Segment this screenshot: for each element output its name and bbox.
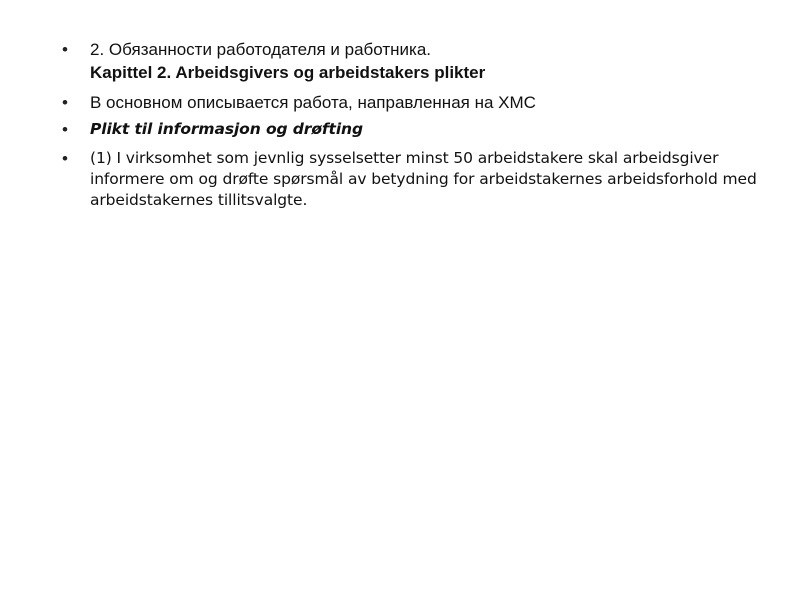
bullet-text-norwegian-title: Kapittel 2. Arbeidsgivers og arbeidstakers plikter	[90, 63, 486, 82]
bullet-item-paragraph	[62, 148, 772, 211]
bullet-item-description	[62, 91, 772, 114]
bullet-icon: •	[62, 93, 68, 112]
bullet-item-duties	[62, 38, 772, 84]
bullet-icon: •	[62, 149, 68, 168]
bullet-text-heading: Plikt til informasjon og drøfting	[90, 120, 363, 138]
bullet-icon: •	[62, 40, 68, 59]
bullet-text-paragraph: (1) I virksomhet som jevnlig sysselsetter minst 50 arbeidstakere skal arbeidsgiver informere om og drøfte spørsmål av betydning for arbeidstakernes arbeidsforhold med arbeidstakernes tillitsvalgte.	[90, 149, 757, 209]
bullet-list	[62, 38, 772, 211]
bullet-text-russian-title: 2. Обязанности работодателя и работника.	[90, 40, 432, 59]
bullet-text-description: В основном описывается работа, направленная на ХМС	[90, 93, 536, 112]
bullet-item-heading	[62, 119, 772, 140]
bullet-icon: •	[62, 120, 68, 139]
